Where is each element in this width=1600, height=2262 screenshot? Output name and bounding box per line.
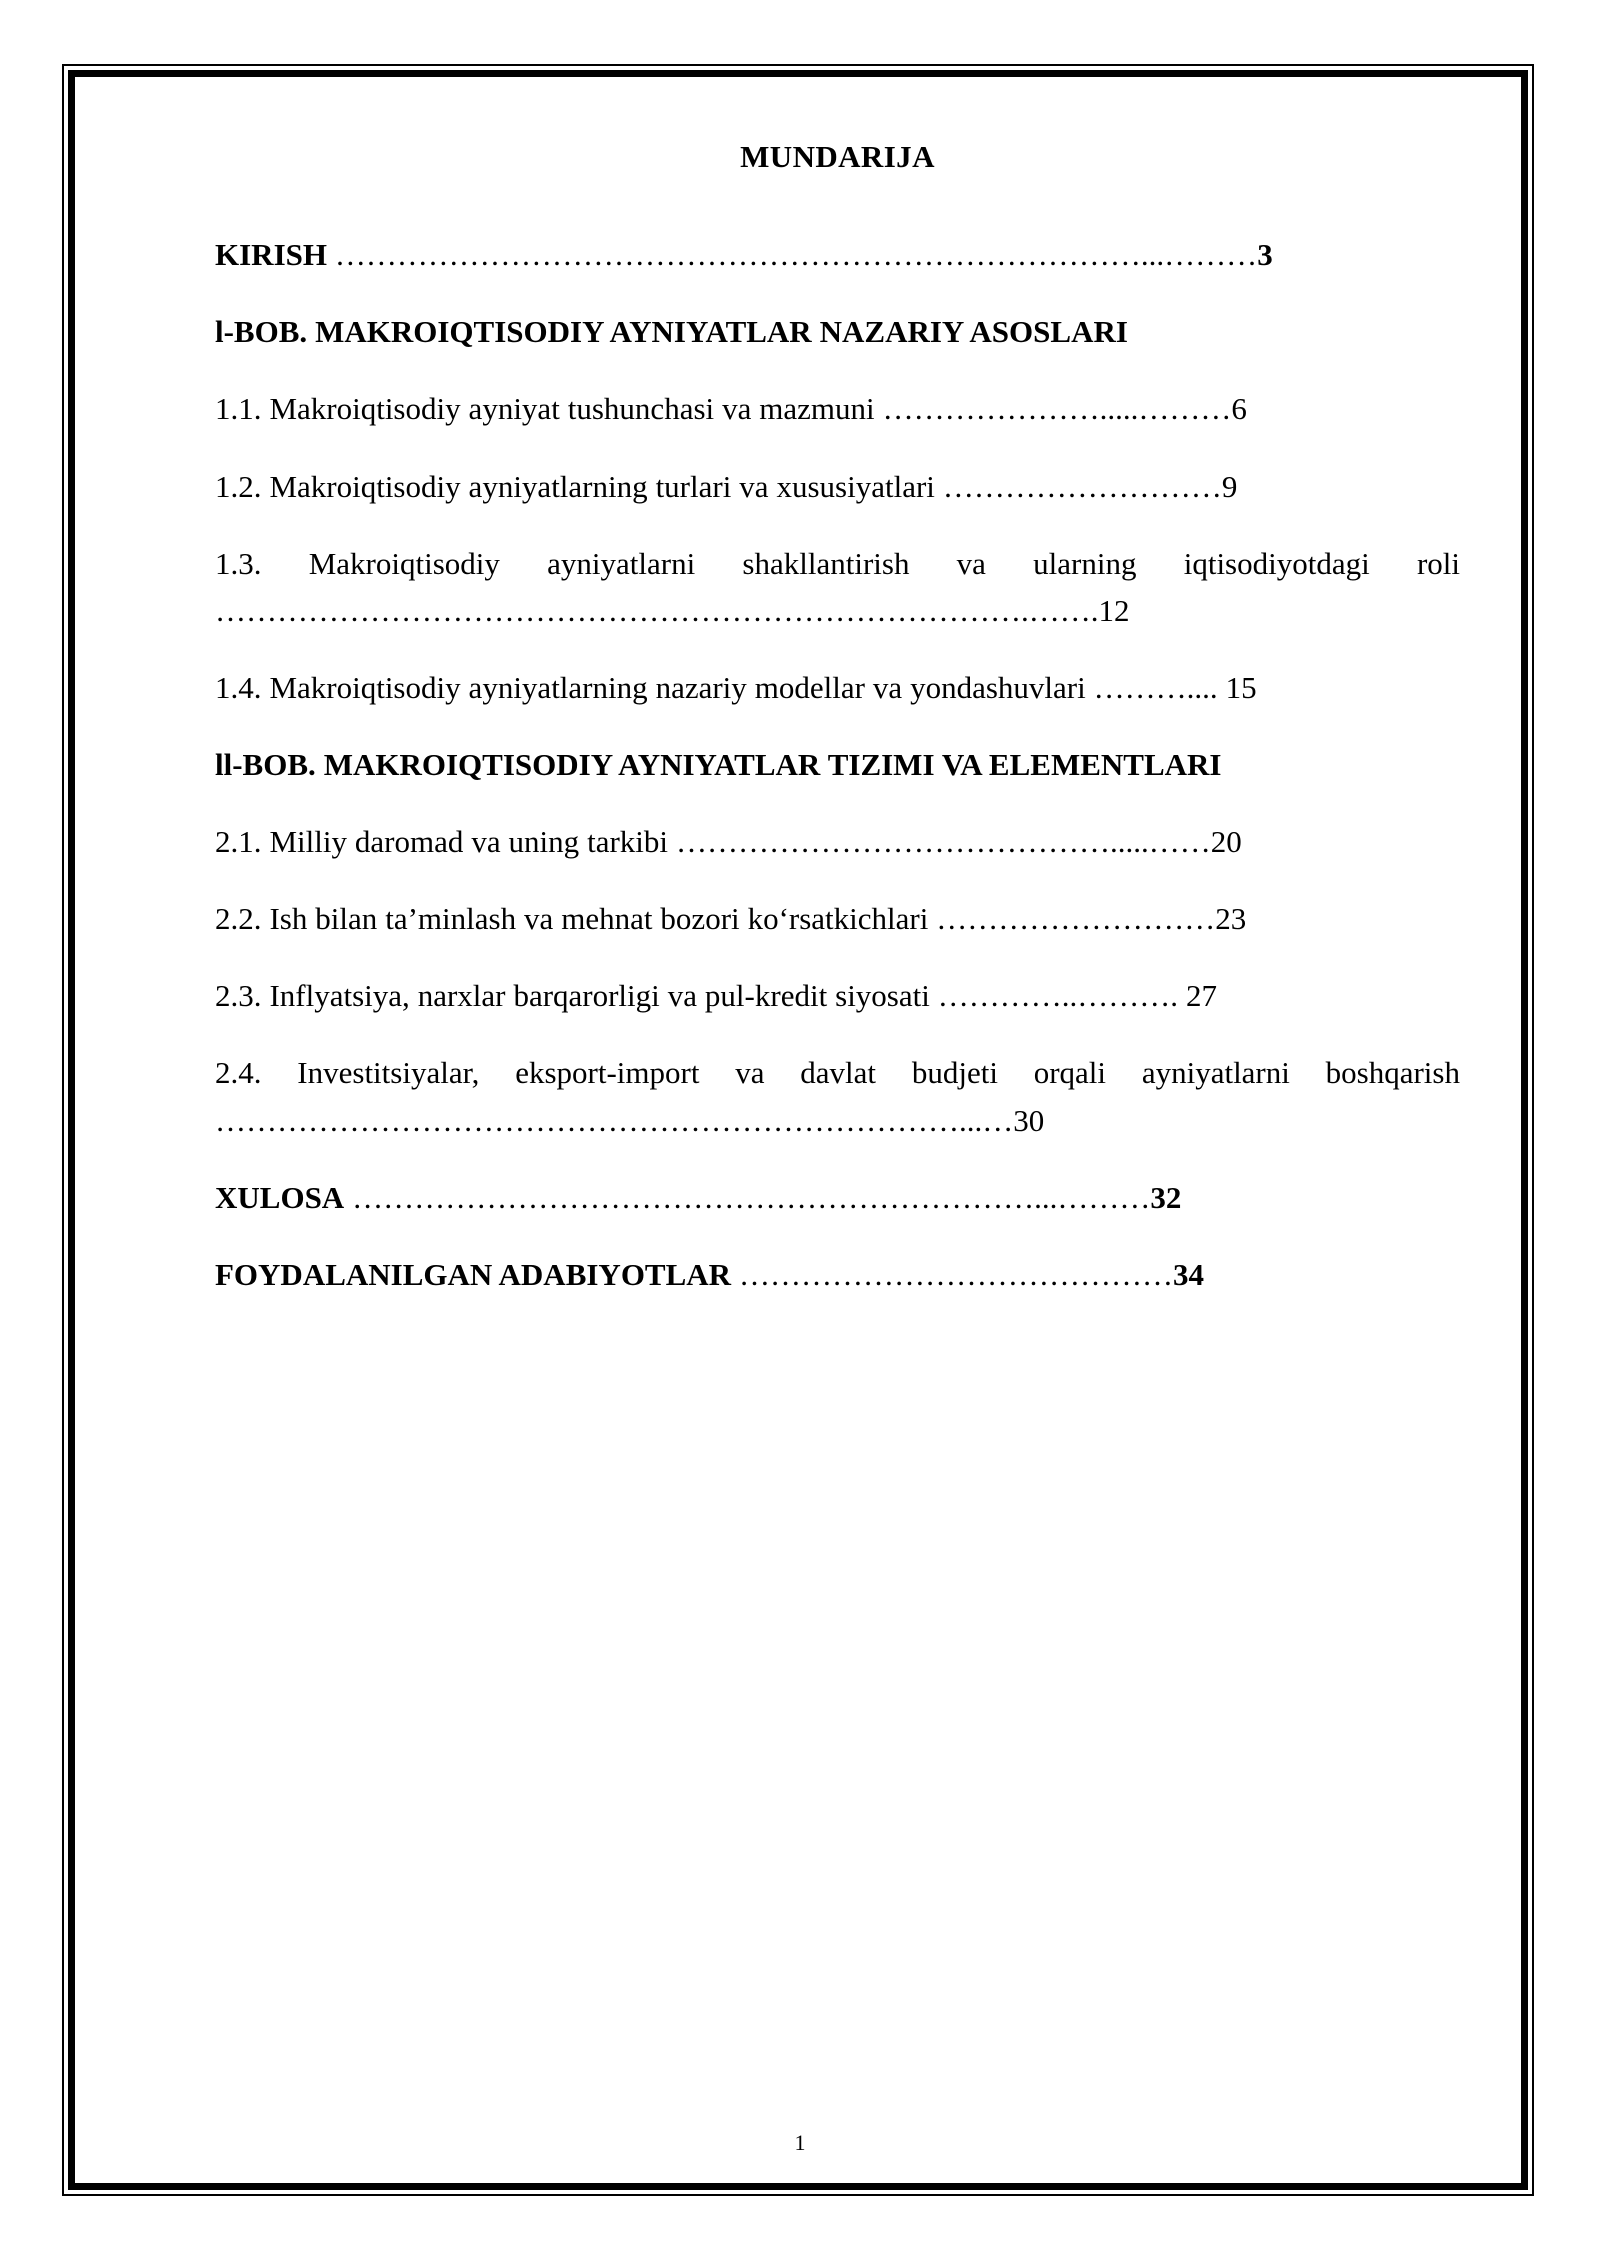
toc-page-number: 27 xyxy=(1186,978,1218,1014)
table-of-contents xyxy=(215,138,1460,1328)
toc-entry-label: 2.1. Milliy daromad va uning tarkibi xyxy=(215,824,669,860)
toc-leader-dots: ……….... xyxy=(1085,669,1218,705)
toc-entry-label: 1.1. Makroiqtisodiy ayniyat tushunchasi va mazmuni xyxy=(215,391,875,427)
toc-entry-1-1 xyxy=(215,385,1460,432)
toc-entry-2-1 xyxy=(215,818,1460,865)
toc-entry-2-4 xyxy=(215,1049,1460,1143)
toc-entry-label: 2.2. Ish bilan ta’minlash va mehnat bozori koʻrsatkichlari xyxy=(215,901,929,937)
toc-leader-dots: ……………………………………………………………………...……… xyxy=(326,237,1258,273)
toc-page-number: 32 xyxy=(1150,1179,1182,1215)
toc-leader-dots: …………………………………………………………...……… xyxy=(344,1179,1151,1215)
toc-entry-label: XULOSA xyxy=(215,1179,345,1215)
toc-leader-dots: ………………….....……… xyxy=(874,391,1232,427)
toc-entry-label: KIRISH xyxy=(215,237,327,273)
toc-entry-1-3 xyxy=(215,540,1460,634)
toc-entry-1-4 xyxy=(215,664,1460,711)
toc-page-number: 12 xyxy=(1098,592,1130,628)
toc-page-number: 30 xyxy=(1013,1102,1045,1138)
toc-entry-label: 2.4. Investitsiyalar, eksport-import va davlat budjeti orqali ayniyatlarni boshqarish xyxy=(215,1055,1460,1091)
toc-entry-2-3 xyxy=(215,972,1460,1019)
toc-entry-label: 2.3. Inflyatsiya, narxlar barqarorligi va pul-kredit siyosati xyxy=(215,978,930,1014)
toc-leader-dots: ……………………… xyxy=(928,901,1216,937)
toc-leader-dots: ……………………… xyxy=(934,468,1222,504)
toc-leader-dots: …………..………. xyxy=(929,978,1179,1014)
toc-entry-2-2 xyxy=(215,895,1460,942)
toc-page-number: 15 xyxy=(1225,669,1257,705)
toc-leader-dots: …………………………………… xyxy=(731,1256,1174,1292)
footer-page-number: 1 xyxy=(794,2130,806,2155)
toc-page-number: 6 xyxy=(1231,391,1247,427)
toc-leader-dots: …………………………………….....…… xyxy=(668,824,1211,860)
toc-entry-kirish xyxy=(215,231,1460,278)
toc-leader-dots: ………………………………………………………………...… xyxy=(215,1102,1014,1138)
toc-entry-label: 1.2. Makroiqtisodiy ayniyatlarning turlari va xususiyatlari xyxy=(215,468,935,504)
toc-chapter-heading-2: ll-BOB. MAKROIQTISODIY AYNIYATLAR TIZIMI VA ELEMENTLARI xyxy=(215,746,1222,782)
toc-leader-dots: …………………………………………………………………….……. xyxy=(215,592,1099,628)
page-title: MUNDARIJA xyxy=(740,139,935,174)
toc-page-number: 20 xyxy=(1210,824,1242,860)
toc-page-number: 23 xyxy=(1215,901,1247,937)
toc-entry-1-2 xyxy=(215,463,1460,510)
toc-entry-xulosa xyxy=(215,1174,1460,1221)
toc-entry-label: 1.3. Makroiqtisodiy ayniyatlarni shakllantirish va ularning iqtisodiyotdagi roli xyxy=(215,545,1460,581)
toc-page-number: 9 xyxy=(1221,468,1238,504)
toc-page-number: 34 xyxy=(1173,1256,1205,1292)
toc-entry-label: 1.4. Makroiqtisodiy ayniyatlarning nazariy modellar va yondashuvlari xyxy=(215,669,1086,705)
toc-page-number: 3 xyxy=(1257,237,1273,273)
toc-entry-adabiyotlar xyxy=(215,1251,1460,1298)
toc-chapter-heading-1: l-BOB. MAKROIQTISODIY AYNIYATLAR NAZARIY ASOSLARI xyxy=(215,314,1128,350)
toc-entry-label: FOYDALANILGAN ADABIYOTLAR xyxy=(215,1256,732,1292)
